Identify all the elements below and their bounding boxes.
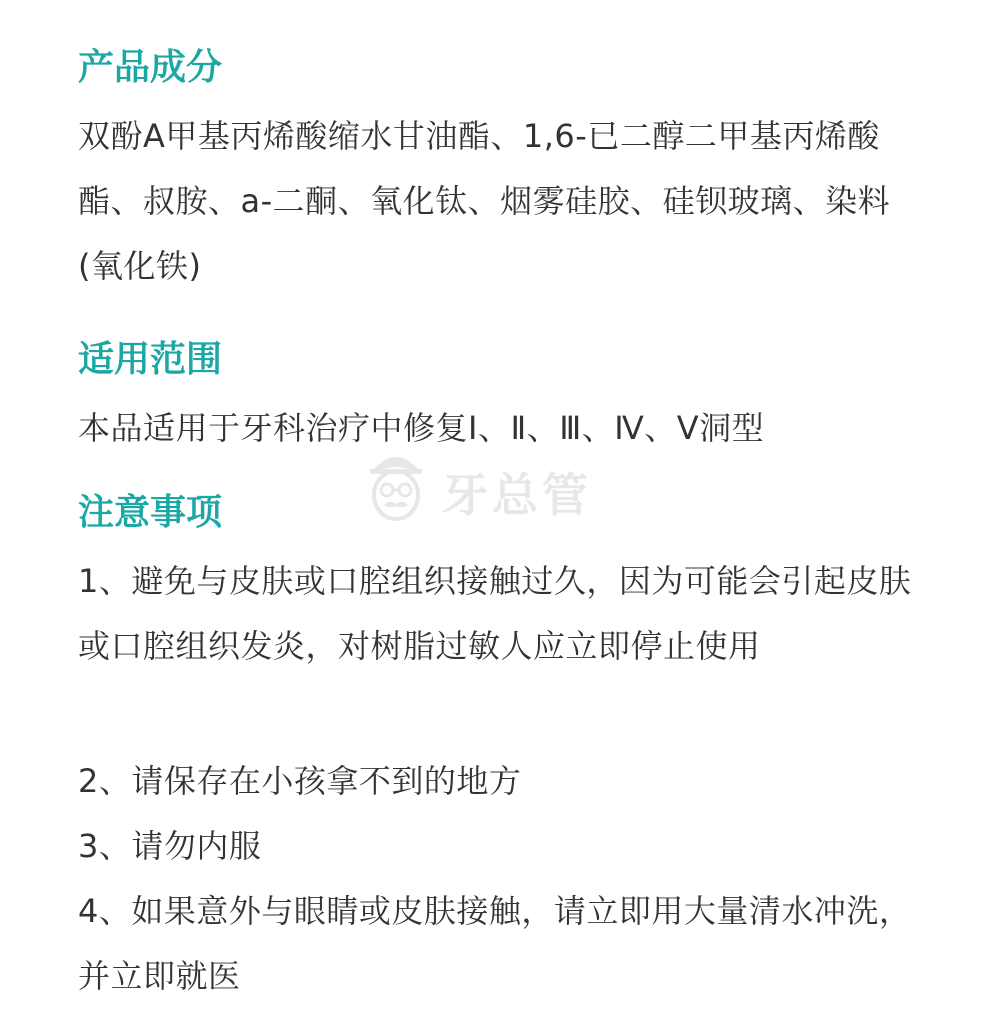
- precaution-item: 1、避免与皮肤或口腔组织接触过久，因为可能会引起皮肤或口腔组织发炎，对树脂过敏人应立即停止使用: [78, 562, 912, 665]
- scope-heading: 适用范围: [78, 339, 223, 380]
- precaution-item: 4、如果意外与眼睛或皮肤接触，请立即用大量清水冲洗，并立即就医: [78, 892, 912, 995]
- precaution-item: 2、请保存在小孩拿不到的地方: [78, 762, 522, 800]
- watermark-text: 牙总管: [442, 468, 592, 522]
- ingredients-text: 双酚A甲基丙烯酸缩水甘油酯、1,6-已二醇二甲基丙烯酸酯、叔胺、a-二酮、氧化钛、烟雾硅胶、硅钡玻璃、染料(氧化铁): [78, 117, 891, 285]
- ingredients-heading: 产品成分: [78, 47, 223, 88]
- precaution-item: 3、请勿内服: [78, 827, 262, 865]
- precautions-heading: 注意事项: [78, 492, 223, 533]
- scope-text: 本品适用于牙科治疗中修复Ⅰ、Ⅱ、Ⅲ、Ⅳ、Ⅴ洞型: [78, 409, 765, 447]
